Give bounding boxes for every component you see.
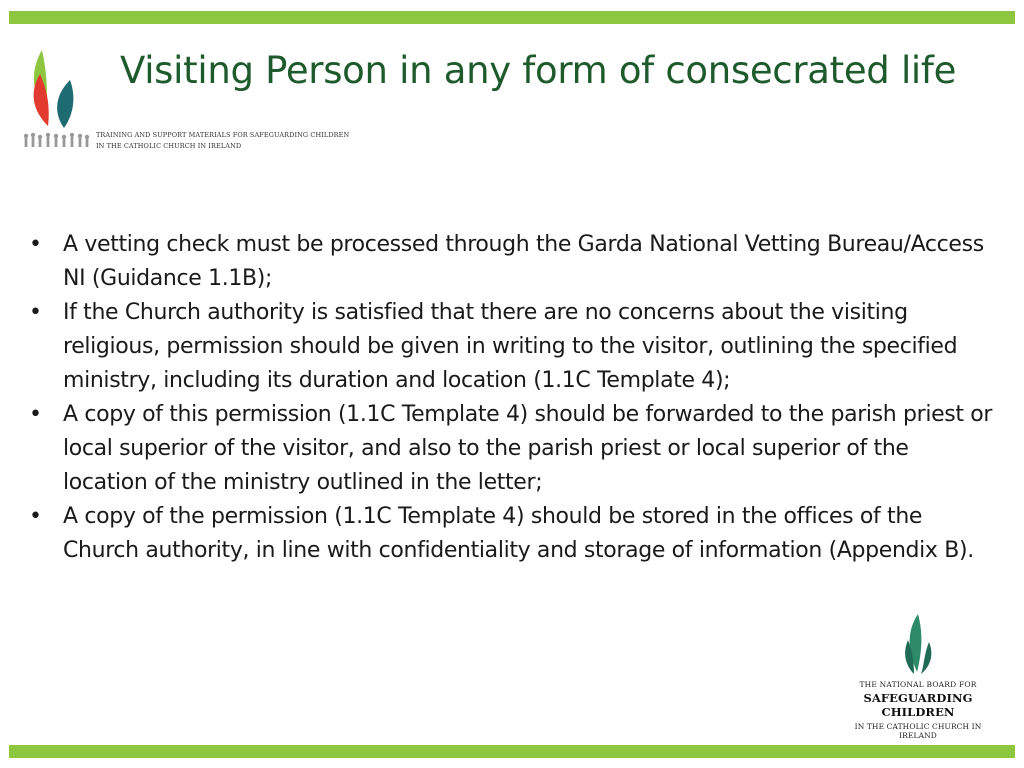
header-logo-line1: TRAINING AND SUPPORT MATERIALS FOR SAFEGUARDING CHILDREN [96,131,350,139]
slide-title: Visiting Person in any form of consecrated life [120,49,957,92]
bullet-text: If the Church authority is satisfied that there are no concerns about the visiting religious, permission should be given in writing to the visitor, outlining the specified ministry, including its duration and location (1.1C Template 4); [63,300,958,393]
bullet-item [24,296,994,398]
top-accent-bar [9,11,1015,24]
footer-logo-line2: SAFEGUARDING CHILDREN [863,691,973,719]
footer-logo [836,612,1000,740]
header-logo [18,44,98,156]
bullet-text: A copy of this permission (1.1C Template 4) should be forwarded to the parish priest or local superior of the visitor, and also to the parish priest or local superior of the location of the ministry outlined in the letter; [63,402,993,495]
footer-logo-line1: THE NATIONAL BOARD FOR [859,680,977,689]
flame-logo-icon [18,44,98,156]
bullet-dot: • [29,504,42,529]
bullet-item [24,228,994,296]
bullet-item [24,398,994,500]
bullet-item [24,500,994,568]
bullet-text: A copy of the permission (1.1C Template 4) should be stored in the offices of the Church authority, in line with confidentiality and storage of information (Appendix B). [63,504,974,563]
bullet-text: A vetting check must be processed through the Garda National Vetting Bureau/Access NI (Guidance 1.1B); [63,232,984,291]
bottom-accent-bar [9,745,1015,758]
header-logo-text [96,130,396,152]
bullet-dot: • [29,402,42,427]
bullet-dot: • [29,300,42,325]
bullet-dot: • [29,232,42,257]
header-logo-line2: IN THE CATHOLIC CHURCH IN IRELAND [96,142,242,150]
flame-logo-icon [898,612,938,676]
footer-logo-line3: IN THE CATHOLIC CHURCH IN IRELAND [854,722,982,740]
bullet-list [24,228,994,568]
